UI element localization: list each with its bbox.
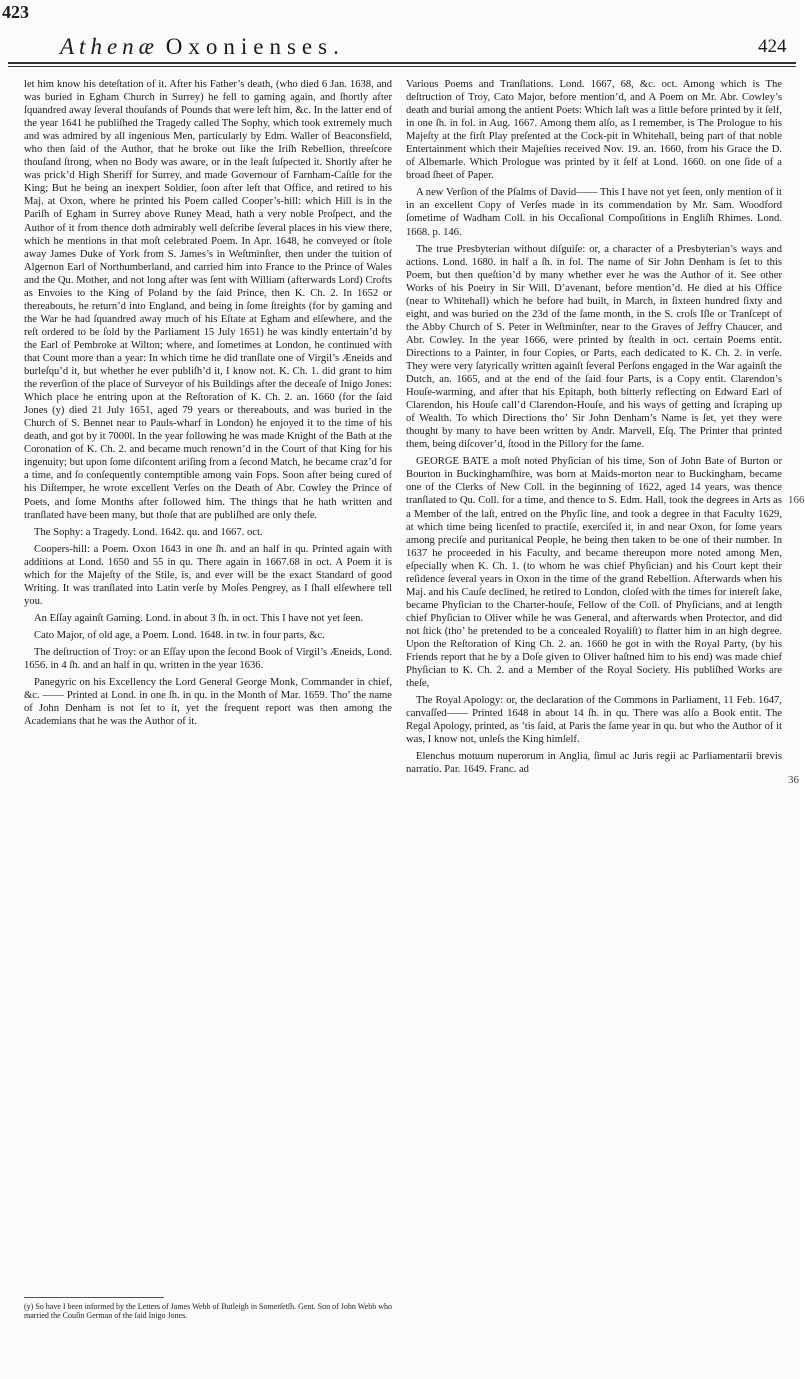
footnote-rule bbox=[24, 1297, 164, 1298]
margin-note-number: 36 bbox=[788, 774, 799, 786]
right-paragraph: The Royal Apology: or, the declaration of the Commons in Parliament, 11 Feb. 1647, canvaſſed—— Printed 1648 in about 14 ſh. in qu. There was alſo a Book entit. The Regal Apology, printed, as ’tis ſaid, at Paris the ſame year in qu. but who the Author of it was, I know not, unleſs the King himſelf. bbox=[406, 695, 782, 746]
left-paragraph: Coopers-hill: a Poem. Oxon 1643 in one ſh. and an half in qu. Printed again with additions at Lond. 1650 and 55 in qu. There again in 1667.68 in oct. A Poem it is which for the Majeſty of the Stile, is, and ever will be the exact Standard of good Writing. It was tranſlated into Latin verſe by Moſes Pengrey, as I ſhall elſewhere tell you. bbox=[24, 543, 392, 607]
right-paragraph: The true Presbyterian without diſguiſe: or, a character of a Presbyterian’s ways and actions. Lond. 1680. in half a ſh. in fol. The name of Sir John Denham is ſet to this Poem, but then queſtion’d by many whether ever he was the Author of it. See other Works of his Poetry in Sir Will. D’avenant, before mention’d. He died at his Office (near to Whitehall) which he before had built, in March, in ſixteen hundred ſixty and eight, and was buried on the 23d of the ſame month, in the S. croſs Iſle or Tranſcept of the Abby Church of S. Peter in Weſtminſter, near to the Graves of Jeffry Chaucer, and Abr. Cowley. In the year 1666, were printed by ſtealth in oct. certain Poems entit. Directions to a Painter, in four Copies, or Parts, each dedicated to K. Ch. 2. in verſe. They were very ſatyrically written againſt ſeveral Perſons engaged in the War againſt the Dutch, an. 1665, and at the end of the ſaid four Parts, is a Copy entit. Clarendon’s Houſe-warming, and after that his Epitaph, both bitterly reflecting on Edward Earl of Clarendon, his Houſe call’d Clarendon-Houſe, and his ways of getting and ſcraping up of Wealth. To which Directions tho’ Sir John Denham’s Name is ſet, yet they were thought by many to have been written by Andr. Marvell, Eſq. The Printer that printed them, being diſcover’d, ſtood in the Pillory for the ſame. bbox=[406, 243, 782, 451]
right-paragraph: GEORGE BATE a moſt noted Phyſician of his time, Son of John Bate of Burton or Bourton in Buckinghamſhire, was born at Maids-morton near to Buckingham, became one of the Clerks of New Coll. in the beginning of 1622, aged 14 years, was thence tranſlated to Qu. Coll. for a time, and thence to S. Edm. Hall, took the degrees in Arts as a Member of the laſt, entred on the Phyſic line, and took a degree in that Faculty 1629, at which time being licenſed to practiſe, exerciſed it, in and near Oxon, for ſome years among preciſe and puritanical People, he being then taken to be one of their number. In 1637 he proceeded in his Faculty, and became thereupon more noted among Men, eſpecially when K. Ch. 1. (to whom he was chief Phyſician) and his Court kept their reſidence ſeveral years in Oxon in the time of the grand Rebellion. Afterwards when his Maj. and his Cauſe declined, he retired to London, cloſed with the times for intereſt ſake, became Phyſician to the Charter-houſe, Fellow of the Coll. of Phyſicians, and at length chief Phyſician to Oliver while he was General, and afterwards when Protector, and did not ſtick (tho’ he pretended to be a concealed Royaliſt) to flatter him in an high degree. Upon the Reſtoration of King Ch. 2. an. 1660 he got in with the Royal Party, (by his Friends report that he by a Doſe given to Oliver haſtned him to his end) was made chief Phyſician to K. Ch. 2. and a Member of the Royal Society. His publiſhed Works are theſe, bbox=[406, 456, 782, 690]
page-header bbox=[0, 0, 800, 70]
right-page-number: 424 bbox=[758, 36, 787, 57]
right-column bbox=[406, 78, 782, 780]
running-head bbox=[60, 34, 345, 60]
header-rule bbox=[8, 62, 796, 64]
left-paragraph: An Eſſay againſt Gaming. Lond. in about 3 ſh. in oct. This I have not yet ſeen. bbox=[34, 612, 364, 624]
right-paragraph: A new Verſion of the Pſalms of David—— This I have not yet ſeen, only mention of it in an excellent Copy of Verſes made in its commendation by Mr. Sam. Woodford ſometime of Wadham Coll. in his Occaſional Compoſitions in Engliſh Rhimes. Lond. 1668. p. 146. bbox=[406, 187, 782, 238]
left-paragraph: Cato Major, of old age, a Poem. Lond. 1648. in tw. in four parts, &c. bbox=[34, 629, 325, 641]
left-paragraph: The Sophy: a Tragedy. Lond. 1642. qu. and 1667. oct. bbox=[34, 526, 263, 538]
right-paragraph: Elenchus motuum nuperorum in Anglia, ſimul ac Juris regii ac Parliamentarii brevis narratio. Par. 1649. Franc. ad bbox=[406, 751, 782, 776]
left-paragraph: The deſtruction of Troy: or an Eſſay upon the ſecond Book of Virgil’s Æneids, Lond. 1656. in 4 ſh. and an half in qu. written in the year 1636. bbox=[24, 646, 392, 672]
header-rule-thin bbox=[8, 66, 796, 67]
right-paragraph: Various Poems and Tranſlations. Lond. 1667, 68, &c. oct. Among which is The deſtruction of Troy, Cato Major, before mention’d, and A Poem on Mr. Abr. Cowley’s death and burial among the antient Poets: Which laſt was a little before printed by it ſelf, in one ſh. in fol. in Aug. 1667. Among them alſo, as I remember, is The Prologue to his Majeſty at the firſt Play preſented at the Cock-pit in Whitehall, being part of that noble Entertainment which their Majeſties received Nov. 19. an. 1660, from his Grace the D. of Albemarle. Which Prologue was printed by it ſelf at Lond. 1660. on one ſide of a broad ſheet of Paper. bbox=[406, 79, 782, 182]
running-head-athenae: Athenæ bbox=[60, 34, 159, 59]
footnote: (y) So have I been informed by the Letters of James Webb of Butleigh in Somerſetſh. Gent. Son of John Webb who married the Couſin German of the ſaid Inigo Jones. bbox=[24, 1302, 392, 1321]
running-head-oxonienses: Oxonienses. bbox=[165, 34, 345, 59]
left-page-number: 423 bbox=[2, 2, 29, 22]
left-paragraph: Panegyric on his Excellency the Lord General George Monk, Commander in chief, &c. —— Printed at Lond. in one ſh. in qu. in the Month of Mar. 1659. Tho’ the name of John Denham is not ſet to it, yet the frequent report was then among the Academians that he was the Author of it. bbox=[24, 677, 392, 728]
left-paragraph: let him know his deteſtation of it. After his Father’s death, (who died 6 Jan. 1638, and was buried in Egham Church in Surrey) he fell to gaming again, and ſhortly after ſquandred away ſeveral thouſands of Pounds that were left him, &c. In the latter end of the year 1641 he publiſhed the Tragedy called The Sophy, which took extremely much and was admired by all ingenious Men, particularly by Edm. Waller of Beaconsfield, who then ſaid of the Author, that he broke out like the Iriſh Rebellion, threeſcore thouſand ſtrong, when no Body was aware, or in the leaſt ſuſpected it. Shortly after he was prick’d High Sheriff for Surrey, and made Governour of Farnham-Caſtle for the King; But he being an inexpert Soldier, ſoon after left that Office, and retired to his Maj. at Oxon, where he printed his Poem called Cooper’s-hill: which Hill is in the Pariſh of Egham in Surrey above Runey Mead, hath a very noble Proſpect, and the Author of it from thence doth admirably well deſcribe ſeveral places in his view there, which he mentions in that moſt celebrated Poem. In Apr. 1648, he conveyed or ſtole away James Duke of York from S. James’s in Weſtminſter, then under the tuition of Algernon Earl of Northumberland, and carried him into France to the Prince of Wales and the Qu. Mother, and not long after was ſent with William (afterwards Lord) Crofts as Envoies to the King of Poland by the ſaid Prince, then K. Ch. 2. In 1652 or thereabouts, he return’d into England, and being in ſome ſtreights (for by gaming and the War he had ſquandred away much of his Eſtate at Egham and elſewhere, and the reſt ordered to be ſold by the Parliament 15 July 1651) he was kindly entertain’d by the Earl of Pembroke at Wilton; where, and ſometimes at London, he continued with that Count more than a year: In which time he did tranſlate one of Virgil’s Æneids and burleſqu’d it, but whether he ever publiſh’d it, I know not. K. Ch. 1. did grant to him the reverſion of the place of Surveyor of his Buildings after the deceaſe of Inigo Jones: Which place he entring upon at the Reſtoration of K. Ch. 2. an. 1660 (for the ſaid Jones (y) died 21 July 1651, aged 79 years or thereabouts, and was buried in the Church of S. Bennet near to Pauls-wharf in London) he enjoyed it to the time of his death, and got by it 7000l. In the year following he was made Knight of the Bath at the Coronation of K. Ch. 2. and became much renown’d in the Court of that King for his ingenuity; but upon ſome diſcontent ariſing from a ſecond Match, he became craz’d for a time, and ſo conſequently contemptible among vain Fops. Soon after being cured of his Diſtemper, he wrote excellent Verſes on the Death of Abr. Cowley the Prince of Poets, and ſome Months after followed him. The things that he hath written and tranſlated have been many, but thoſe that are publiſhed are only theſe. bbox=[24, 79, 392, 521]
left-column bbox=[24, 78, 392, 732]
margin-note-year: 166 bbox=[788, 494, 805, 506]
